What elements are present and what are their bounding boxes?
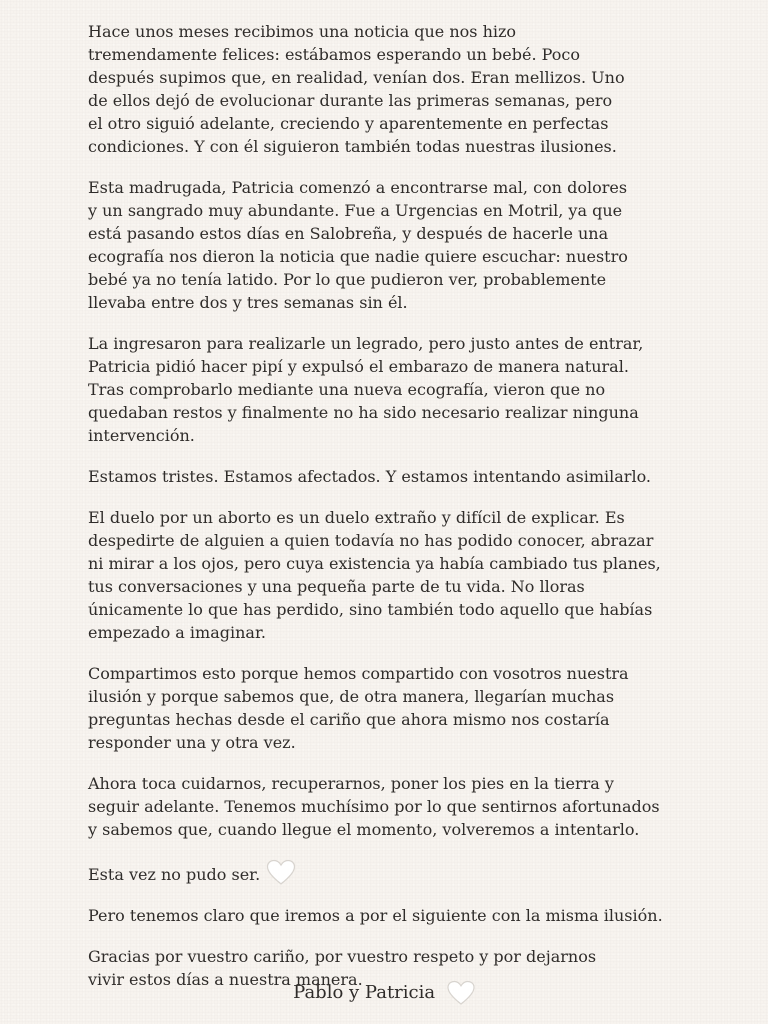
paragraph-line: el otro siguió adelante, creciendo y aparentemente en perfectas <box>88 114 609 133</box>
signature <box>0 978 768 1008</box>
paragraph-line: tus conversaciones y una pequeña parte de tu vida. No lloras <box>88 577 585 596</box>
paragraph <box>88 176 688 314</box>
paragraph-line: responder una y otra vez. <box>88 733 296 752</box>
paragraph-line: vivir estos días a nuestra manera. <box>88 970 363 989</box>
white-heart-icon <box>447 980 475 1006</box>
paragraph-line: condiciones. Y con él siguieron también todas nuestras ilusiones. <box>88 137 617 156</box>
paragraph <box>88 859 688 886</box>
paragraph-line: ni mirar a los ojos, pero cuya existencia ya había cambiado tus planes, <box>88 554 661 573</box>
white-heart-icon <box>266 859 296 886</box>
paragraph-line: Pero tenemos claro que iremos a por el siguiente con la misma ilusión. <box>88 906 663 925</box>
paragraph-line: preguntas hechas desde el cariño que ahora mismo nos costaría <box>88 710 610 729</box>
paragraph-line: llevaba entre dos y tres semanas sin él. <box>88 293 408 312</box>
paragraph-line-with-icon <box>88 859 688 886</box>
paragraph-line: La ingresaron para realizarle un legrado, pero justo antes de entrar, <box>88 334 644 353</box>
paragraph-line: Tras comprobarlo mediante una nueva ecografía, vieron que no <box>88 380 606 399</box>
paragraph-line: únicamente lo que has perdido, sino también todo aquello que habías <box>88 600 653 619</box>
paragraph-line: intervención. <box>88 426 195 445</box>
paragraph-line: despedirte de alguien a quien todavía no has podido conocer, abrazar <box>88 531 654 550</box>
paragraph-line: Gracias por vuestro cariño, por vuestro respeto y por dejarnos <box>88 947 597 966</box>
paragraph-line: seguir adelante. Tenemos muchísimo por lo que sentirnos afortunados <box>88 797 660 816</box>
paragraph-line: Hace unos meses recibimos una noticia que nos hizo <box>88 22 517 41</box>
paragraph-line: después supimos que, en realidad, venían dos. Eran mellizos. Uno <box>88 68 625 87</box>
paragraph-line: ilusión y porque sabemos que, de otra manera, llegarían muchas <box>88 687 615 706</box>
paragraph <box>88 662 688 754</box>
paragraph-line: quedaban restos y finalmente no ha sido necesario realizar ninguna <box>88 403 639 422</box>
paragraph-line: ecografía nos dieron la noticia que nadie quiere escuchar: nuestro <box>88 247 628 266</box>
paragraph-line: Estamos tristes. Estamos afectados. Y estamos intentando asimilarlo. <box>88 467 651 486</box>
paragraph-line: Esta madrugada, Patricia comenzó a encontrarse mal, con dolores <box>88 178 628 197</box>
paragraph-line: empezado a imaginar. <box>88 623 266 642</box>
letter-body <box>88 20 688 1009</box>
paragraph-line: Compartimos esto porque hemos compartido con vosotros nuestra <box>88 664 629 683</box>
paragraph-line: está pasando estos días en Salobreña, y después de hacerle una <box>88 224 609 243</box>
paragraph-line: El duelo por un aborto es un duelo extraño y difícil de explicar. Es <box>88 508 625 527</box>
paragraph-line: de ellos dejó de evolucionar durante las primeras semanas, pero <box>88 91 613 110</box>
paragraph-line: Ahora toca cuidarnos, recuperarnos, poner los pies en la tierra y <box>88 774 614 793</box>
paragraph-line: Patricia pidió hacer pipí y expulsó el embarazo de manera natural. <box>88 357 629 376</box>
paragraph <box>88 506 688 644</box>
paragraph <box>88 465 688 488</box>
paragraph <box>88 332 688 447</box>
paragraph <box>88 20 688 158</box>
paragraph-line: Esta vez no pudo ser. <box>88 865 261 884</box>
signature-text: Pablo y Patricia <box>293 982 436 1003</box>
paragraph <box>88 772 688 841</box>
paragraph-line: bebé ya no tenía latido. Por lo que pudieron ver, probablemente <box>88 270 607 289</box>
paragraph <box>88 904 688 927</box>
paragraph-line: y sabemos que, cuando llegue el momento, volveremos a intentarlo. <box>88 820 640 839</box>
paragraph-line: y un sangrado muy abundante. Fue a Urgencias en Motril, ya que <box>88 201 623 220</box>
paragraph-line: tremendamente felices: estábamos esperando un bebé. Poco <box>88 45 580 64</box>
